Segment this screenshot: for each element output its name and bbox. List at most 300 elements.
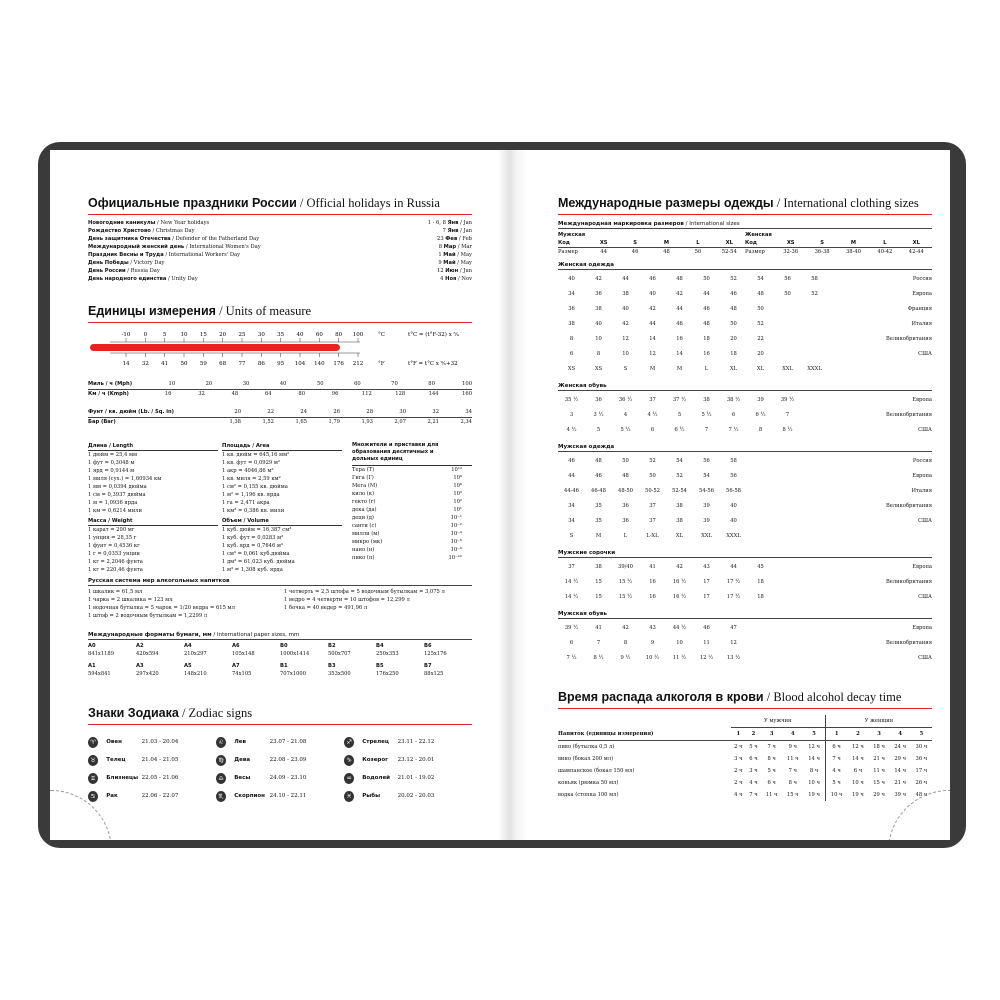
prefix-row [352,546,462,554]
volume-item: 1 куб. фут = 0,0283 м³ [222,535,284,541]
size-cell: XXL [701,533,712,539]
size-cell [774,529,801,544]
holiday-month: Ноя [445,276,457,282]
size-cell: 54 [703,473,710,479]
prefix-row [352,522,462,530]
size-cell [774,590,801,605]
area-item: 1 кв. дюйм = 645,16 мм² [222,452,290,458]
zodiac-Козерог-icon: ♑ [344,755,354,766]
size-cell: 42 [676,564,683,570]
conversion-value: 50 [316,381,324,387]
size-cell [774,499,801,514]
bac-count-label: 5 [919,731,924,737]
size-cell: 40 [568,276,575,282]
bac-count [847,728,868,741]
size-cell: 37 [649,518,656,524]
size-cell: 48 [595,458,602,464]
zodiac-dates: 23.12 - 20.01 [397,757,435,763]
holiday-name [88,275,198,283]
bac-count [869,728,890,741]
conversion-value: 48 [231,391,239,397]
book-gutter [498,150,528,840]
size-cell: 44 [568,473,575,479]
paper-cell [136,642,184,658]
bac-count-label: 4 [898,731,903,737]
size-cell: 44 [730,564,737,570]
bac-time: 36 ч [915,756,928,762]
size-cell [801,302,828,317]
alcohol-measures: Русская система мер алкогольных напитков 1 шкалик = 61,5 мл 1 чарка = 2 шкалика = 123 мл 1 водочная бутылка = 5 чарок = 1/20 ведра = 615 мл 1 штоф = 2 водочным бутылкам = 1,2299 л 1 четверть = 2,5 штофа = 5 водочным бутылкам = 3,075 л 1 ведро = 4 четверти = 10 штофов = 12,299 л 1 бочка = 40 ведер = 491,96 л [88,578,472,620]
size-cell [801,454,828,469]
bac-count-label: 2 [856,731,860,737]
bac-time: 5 ч [825,777,847,789]
size-cell [774,332,801,347]
prefix-name: Мега (М) [352,483,378,489]
thermometer-scale [90,328,474,374]
paper-format [184,662,232,670]
size-cell: 41 [649,564,656,570]
paper-format [328,642,376,650]
size-value: 38-40 [846,249,861,255]
size-cell [801,499,828,514]
size-cell: 46 [730,291,737,297]
paper-dimensions: 74x105 [232,671,252,677]
conversion-value: 2,21 [427,419,439,425]
holiday-date [439,243,472,251]
paper-format [232,662,280,670]
clothing-subsection-title: Мужская одежда [558,444,932,452]
size-cell: 48 [730,306,737,312]
paper-format [424,642,472,650]
bac-count [803,728,825,741]
bac-time: 5 ч [749,744,758,750]
holiday-month-en: / Jun [458,268,472,274]
celsius-tick-label: 40 [296,332,304,338]
size-cell: 52 [730,276,737,282]
conversion-value: 128 [395,391,406,397]
conversion-label: Фунт / кв. дюйм (Lb. / Sq. in) [88,409,175,415]
holiday-month-en: / Mar [456,244,472,250]
conversion-value: 1,65 [295,419,307,425]
holiday-month-en: / Feb [457,236,472,242]
conversion-label: Миль / ч (Mph) [88,381,133,387]
size-cell: 14 [676,351,683,357]
size-cell: 36 [568,306,575,312]
zodiac-name: Дева [234,757,251,763]
paper-dimensions: 841x1189 [88,651,115,657]
red-rule [88,214,472,215]
clothing-row [558,393,932,408]
fahrenheit-tick-label: 86 [257,361,265,367]
size-cell: 41 [595,625,602,631]
paper-dimensions: 210x297 [184,651,207,657]
size-cell: 39/40 [618,564,633,570]
marking-block [745,231,932,256]
prefix-factor: 10⁶ [453,483,462,489]
size-value: 52-54 [721,249,737,255]
celsius-unit: °C [378,332,385,338]
zodiac-row [88,787,472,805]
prefix-name: нано (н) [352,547,375,553]
conversion-value: 30 [399,409,406,415]
fahrenheit-tick-label: 41 [161,361,169,367]
zodiac-Близнецы-icon: ♊ [88,773,98,784]
bac-drink: пиво (бутылка 0,5 л) [558,744,615,750]
size-cell: 16 ½ [672,594,687,600]
thermometer-bulb [90,344,340,351]
bac-time: 6 ч [767,780,776,786]
zodiac-dates: 22.05 - 21.06 [141,775,179,781]
celsius-tick-label: 60 [315,332,323,338]
clothing-subsection-title: Мужская обувь [558,611,932,619]
paper-format [88,642,136,650]
conversion-value: 28 [366,409,373,415]
size-code: XL [725,240,733,246]
length-block: Длина / Length 1 дюйм = 25,4 мм 1 фут = 0,3048 м 1 ярд = 0,9144 м 1 миля (сух.) = 1,60934 км 1 мм = 0,0394 дюйма 1 см = 0,3937 дюйма 1 м = 1,0936 ярда 1 км = 0,6214 мили Масса / Weight 1 карат = 200 мг 1 унция = 28,35 г 1 фунт = 0,4536 кг 1 г = 0,0353 унции 1 кг = 2,2046 фунта 1 кг = 220,46 фунта [88,442,218,574]
prefix-name: деци (д) [352,515,374,521]
bac-time: 14 ч [808,756,820,762]
holiday-day: 8 [438,244,444,250]
bac-drink-header [558,728,731,741]
size-cell: 8 ½ [782,427,793,433]
bac-time: 6 ч [749,756,758,762]
size-cell [747,636,774,651]
prefix-name: санти (с) [352,523,377,529]
size-cell: 10 ½ [645,655,660,661]
size-cell [801,575,828,590]
size-cell: 5 [677,412,682,418]
holiday-name-ru: День России [88,268,126,274]
zodiac-name: Рак [106,793,118,799]
bac-count-label: 5 [812,731,816,737]
prefix-row [352,498,462,506]
marking-codes [745,239,932,248]
alcohol-measure-item: 1 водочная бутылка = 5 чарок = 1/20 ведра = 615 мл [88,605,235,611]
bac-drink: коньяк (рюмка 50 мл) [558,780,619,786]
paper-format-name: B1 [280,663,288,669]
alcohol-measure-item: 1 штоф = 2 водочным бутылкам = 1,2299 л [88,613,208,619]
paper-format [424,662,472,670]
size-cell: 42 [622,321,629,327]
size-cell: 38 [568,321,575,327]
bac-time: 10 ч [825,789,847,801]
fahrenheit-formula: t°F = t°C x ⁹⁄₅+32 [408,361,458,367]
size-value: 36-38 [814,249,830,255]
holiday-name-en: / International Women's Day [184,244,261,250]
size-cell: 9 ½ [620,655,631,661]
units-section [88,304,472,323]
size-cell: 10 [595,336,602,342]
size-cell: XXXL [807,366,822,372]
size-cell: 52 [811,291,818,297]
size-cell: 3 ½ [593,412,604,418]
mass-item: 1 кг = 2,2046 фунта [88,559,143,565]
size-cell: 38 [595,306,602,312]
bac-time: 8 ч [809,768,819,774]
size-cell [774,302,801,317]
paper-format-name: A7 [232,663,240,669]
prefix-name: дека (да) [352,507,377,513]
size-cell: 7 ½ [728,427,739,433]
bac-count [782,728,803,741]
size-cell: 18 [757,579,764,585]
prefix-factor: 10⁻¹² [448,555,462,561]
zodiac-name: Козерог [362,757,389,763]
size-cell: 36 [622,518,629,524]
bac-time: 30 ч [915,744,928,750]
zodiac-dates: 24.09 - 23.10 [269,775,307,781]
size-cell: 37 [649,397,656,403]
size-cell: 44 [703,291,710,297]
mass-item: 1 карат = 200 мг [88,527,135,533]
size-cell: 39 ½ [564,625,579,631]
conversion-value: 30 [242,381,250,387]
fahrenheit-tick-label: 59 [199,361,207,367]
holiday-month-en: / May [455,260,472,266]
bac-time: 3 ч [734,756,743,762]
size-cell [747,514,774,529]
conversion-value: 1,38 [229,419,241,425]
size-cell: 16 [676,336,683,342]
size-cell: 58 [730,458,737,464]
size-cell [774,469,801,484]
bac-time: 7 ч [767,744,776,750]
area-item: 1 км² = 0,386 кв. мили [222,508,285,514]
holiday-month-en: / Jan [458,228,472,234]
size-cell: 17 [703,579,710,585]
size-cell: 39 [757,397,764,403]
prefix-factor: 10⁹ [453,475,462,481]
volume-item: 1 см³ = 0,061 куб.дюйма [222,551,290,557]
size-cell: 12 [622,336,629,342]
area-item: 1 кв. миля = 2,59 км² [222,476,281,482]
paper-cell [376,662,424,678]
bac-time: 2 ч [734,780,743,786]
red-rule [558,214,932,215]
size-cell: 18 [730,351,737,357]
clothing-row [558,514,932,529]
bac-time: 11 ч [765,792,778,798]
bac-time: 24 ч [894,744,907,750]
holiday-name-en: / Defender of the Fatherland Day [170,236,260,242]
size-code: XS [786,240,795,246]
size-cell: 9 [650,640,655,646]
size-cell: 47 [730,625,737,631]
holiday-date [443,227,472,235]
bac-time: 7 ч [749,792,758,798]
zodiac-name: Скорпион [234,793,265,799]
country-label: Европа [912,291,932,297]
size-cell: 44 [676,306,683,312]
conversion-value: 64 [265,391,272,397]
size-cell: L [704,366,709,372]
marking-block [558,231,745,256]
holiday-day: 7 [442,228,448,234]
bac-row [558,765,932,777]
bac-empty [558,715,731,728]
alcohol-measure-item: 1 ведро = 4 четверти = 10 штофов = 12,299 л [284,597,410,603]
bac-time: 10 ч [852,780,864,786]
zodiac-dates: 23.11 - 22.12 [397,739,435,745]
bac-time: 12 ч [808,744,820,750]
size-value: 46 [631,249,639,255]
prefix-factor: 10⁻⁹ [450,547,462,553]
conversion-value: 96 [331,391,339,397]
size-cell: 6 [731,412,736,418]
holiday-row [88,259,472,267]
alcohol-measure-item: 1 четверть = 2,5 штофа = 5 водочным бутылкам = 3,075 л [284,589,445,595]
holiday-day: 12 [436,268,446,274]
paper-sizes: Международные форматы бумаги, мм / International paper sizes, mm A0 841x1189 A2 420x594 A4 210x297 A6 105x148 B0 1000x1414 B2 500x707 B4 250x353 B6 125x176 A1 594x841 A3 297x420 A5 148x210 A7 74x105 B1 707x1000 B3 353x500 B5 176x250 B7 88x125 [88,632,472,682]
conversion-value: 80 [298,391,305,397]
clothing-row [558,287,932,302]
size-cell [801,332,828,347]
size-cell [801,529,828,544]
size-cell: XS [567,366,576,372]
clothing-row [558,347,932,362]
size-cell: 6 [569,351,574,357]
paper-format [328,662,376,670]
celsius-formula: t°C = (t°F-32) x ⁵⁄₉ [408,332,459,338]
alcohol-measure-item: 1 шкалик = 61,5 мл [88,589,143,595]
size-cell [774,514,801,529]
marking-gender [558,231,745,239]
conversion-value: 1,79 [328,419,340,425]
paper-format-name: A4 [184,643,192,649]
size-cell [774,347,801,362]
holiday-name-ru: Рождество Христово [88,228,151,234]
holiday-name [88,267,160,275]
conversion-value: 100 [462,381,472,387]
clothing-row [558,590,932,605]
size-cell: 10 [622,351,629,357]
size-cell [747,651,774,666]
size-cell: 38 ½ [726,397,741,403]
bac-drink-header-label: Напиток (единицы измерения) [558,730,654,737]
paper-dimensions: 297x420 [136,671,159,677]
holiday-date [438,259,472,267]
bac-time: 11 ч [873,768,885,774]
clothing-title: Международные размеры одежды / International clothing sizes [558,196,919,210]
conversion-value: 32 [432,409,439,415]
marking-gender-label: Женская [745,232,772,238]
paper-row [88,642,472,658]
conversion-value: 34 [465,409,472,415]
mass-item: 1 г = 0,0353 унции [88,551,140,557]
holiday-name-en: / Russia Day [125,268,160,274]
size-cell: 16 [649,579,656,585]
size-cell: 10 [676,640,683,646]
size-cell: 37 [649,503,656,509]
bac-count-label: 1 [834,731,839,737]
zodiac-dates: 23.07 - 21.08 [269,739,307,745]
size-code: M [663,240,670,246]
size-cell: 4 [623,412,628,418]
holiday-name-en: / New Year holidays [155,220,210,226]
size-cell: 16 [703,351,710,357]
bac-time: 19 ч [808,792,820,798]
size-cell: 58 [811,276,818,282]
length-item: 1 миля (сух.) = 1,60934 км [88,476,162,482]
holiday-name-ru: День Победы [88,260,129,266]
size-cell: 40 [730,518,737,524]
holiday-name [88,227,195,235]
zodiac-Лев-icon: ♌ [216,737,226,748]
size-cell: 46 [703,625,710,631]
size-cell: 39 ½ [780,397,795,403]
zodiac-dates: 21.03 - 20.04 [141,739,179,745]
size-cell [801,514,828,529]
size-cell: 37 ½ [672,397,687,403]
holiday-day: 4 [440,276,446,282]
size-cell: 6 [569,640,574,646]
zodiac-Овен-icon: ♈ [88,737,98,748]
paper-format [232,642,280,650]
size-cell [801,560,828,575]
country-label: Великобритания [885,503,932,509]
bac-time: 6 ч [853,768,863,774]
size-cell: 37 [568,564,575,570]
size-cell: XL [729,366,738,372]
celsius-tick-label: 80 [335,332,343,338]
paper-format [184,642,232,650]
clothing-subsection-title: Женская одежда [558,262,932,270]
bac-time: 4 ч [734,792,743,798]
bac-row [558,789,932,801]
size-cell: S [623,366,628,372]
size-cell: 7 [704,427,709,433]
size-cell: 8 [623,640,628,646]
size-cell [774,317,801,332]
size-cell: 34 [568,503,575,509]
size-label: Размер [558,249,578,255]
size-value: 42-44 [908,249,924,255]
size-cell: 54 [757,276,764,282]
size-cell: 42 [622,625,629,631]
zodiac-Водолей-icon: ♒ [344,773,354,784]
size-cell [747,499,774,514]
size-cell: 5 ½ [620,427,631,433]
celsius-tick-label: 10 [180,332,188,338]
paper-cell [184,642,232,658]
paper-format-name: A2 [136,643,144,649]
bac-count-label: 4 [790,731,795,737]
size-cell: 14 [649,336,656,342]
size-cell: 46 [703,306,710,312]
bac-time: 39 ч [894,792,907,798]
clothing-row [558,484,932,499]
conversion-row [88,418,472,427]
paper-cell [184,662,232,678]
paper-cell [136,662,184,678]
holiday-month: Фев [445,236,458,242]
bac-drink: водка (стопка 100 мл) [558,792,619,798]
size-cell: 4 ½ [647,412,658,418]
paper-format-name: B5 [376,663,384,669]
country-label: Великобритания [885,579,932,585]
zodiac-name: Лев [234,739,247,745]
conversion-value: 16 [164,391,172,397]
country-label: США [918,655,932,661]
size-cell: 52 [757,321,764,327]
clothing-subsection-title: Женская обувь [558,383,932,391]
area-item: 1 м² = 1,196 кв. ярда [222,492,280,498]
country-label: Великобритания [885,412,932,418]
bac-time: 19 ч [852,792,864,798]
size-cell [774,484,801,499]
country-label: США [918,518,932,524]
size-value: 32-36 [783,249,799,255]
